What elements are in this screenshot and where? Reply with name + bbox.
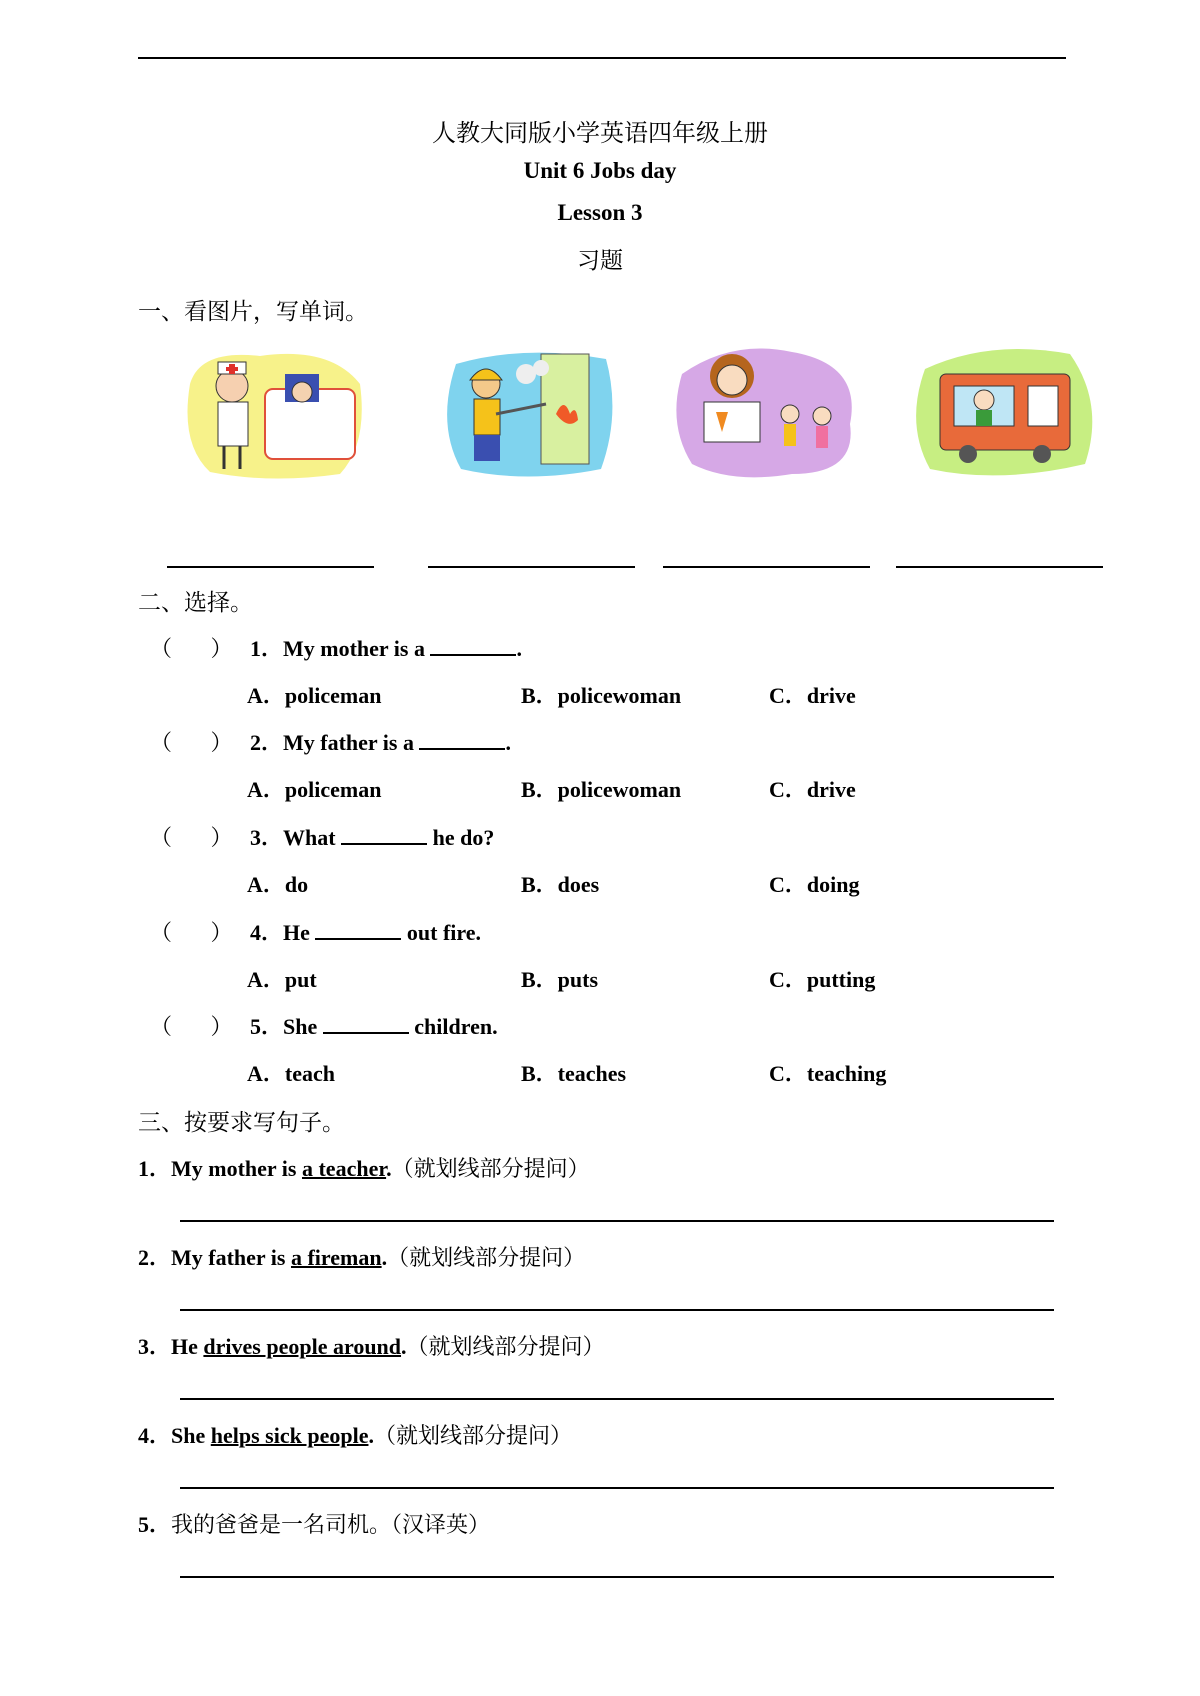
question-3: （ ） 3．What he do? bbox=[150, 825, 495, 850]
sentence-2: 2．My father is a fireman.（就划线部分提问） bbox=[138, 1245, 586, 1270]
option-a[interactable]: A．teach bbox=[247, 1061, 335, 1086]
option-a[interactable]: A．policeman bbox=[247, 777, 382, 802]
top-rule bbox=[138, 57, 1066, 59]
section2-heading: 二、选择。 bbox=[138, 590, 253, 615]
driver-picture-icon bbox=[910, 344, 1100, 484]
answer-blank-2[interactable] bbox=[428, 566, 635, 568]
fill-blank[interactable] bbox=[419, 728, 505, 750]
option-c[interactable]: C．drive bbox=[769, 683, 856, 708]
fill-blank[interactable] bbox=[315, 918, 401, 940]
option-c[interactable]: C．drive bbox=[769, 777, 856, 802]
option-b[interactable]: B．teaches bbox=[521, 1061, 627, 1086]
option-b[interactable]: B．policewoman bbox=[521, 777, 682, 802]
sentence-4: 4．She helps sick people.（就划线部分提问） bbox=[138, 1423, 572, 1448]
option-b[interactable]: B．policewoman bbox=[521, 683, 682, 708]
lesson-title: Lesson 3 bbox=[557, 200, 643, 225]
answer-line-3[interactable] bbox=[180, 1398, 1054, 1400]
option-c[interactable]: C．putting bbox=[769, 967, 876, 992]
sentence-1: 1．My mother is a teacher.（就划线部分提问） bbox=[138, 1156, 590, 1181]
question-5: （ ） 5．She children. bbox=[150, 1014, 498, 1039]
option-c[interactable]: C．teaching bbox=[769, 1061, 887, 1086]
answer-blank-3[interactable] bbox=[663, 566, 870, 568]
answer-line-5[interactable] bbox=[180, 1576, 1054, 1578]
question-4: （ ） 4．He out fire. bbox=[150, 920, 482, 945]
option-b[interactable]: B．puts bbox=[521, 967, 599, 992]
fill-blank[interactable] bbox=[323, 1012, 409, 1034]
section1-heading: 一、看图片，写单词。 bbox=[138, 299, 368, 324]
answer-blank-1[interactable] bbox=[167, 566, 374, 568]
sentence-3: 3．He drives people around.（就划线部分提问） bbox=[138, 1334, 605, 1359]
fill-blank[interactable] bbox=[430, 634, 516, 656]
option-b[interactable]: B．does bbox=[521, 872, 600, 897]
teacher-picture-icon bbox=[672, 344, 862, 484]
sentence-5: 5．我的爸爸是一名司机。（汉译英） bbox=[138, 1512, 491, 1537]
option-a[interactable]: A．put bbox=[247, 967, 317, 992]
book-title: 人教大同版小学英语四年级上册 bbox=[432, 121, 768, 147]
fill-blank[interactable] bbox=[341, 823, 427, 845]
option-c[interactable]: C．doing bbox=[769, 872, 860, 897]
nurse-picture-icon bbox=[180, 344, 370, 484]
option-a[interactable]: A．policeman bbox=[247, 683, 382, 708]
section3-heading: 三、按要求写句子。 bbox=[138, 1110, 345, 1135]
answer-line-4[interactable] bbox=[180, 1487, 1054, 1489]
question-1: （ ） 1．My mother is a . bbox=[150, 636, 522, 661]
answer-line-2[interactable] bbox=[180, 1309, 1054, 1311]
fireman-picture-icon bbox=[436, 344, 626, 484]
question-2: （ ） 2．My father is a . bbox=[150, 730, 511, 755]
exercise-title: 习题 bbox=[577, 248, 623, 273]
unit-title: Unit 6 Jobs day bbox=[523, 158, 677, 183]
answer-line-1[interactable] bbox=[180, 1220, 1054, 1222]
answer-blank-4[interactable] bbox=[896, 566, 1103, 568]
option-a[interactable]: A．do bbox=[247, 872, 309, 897]
